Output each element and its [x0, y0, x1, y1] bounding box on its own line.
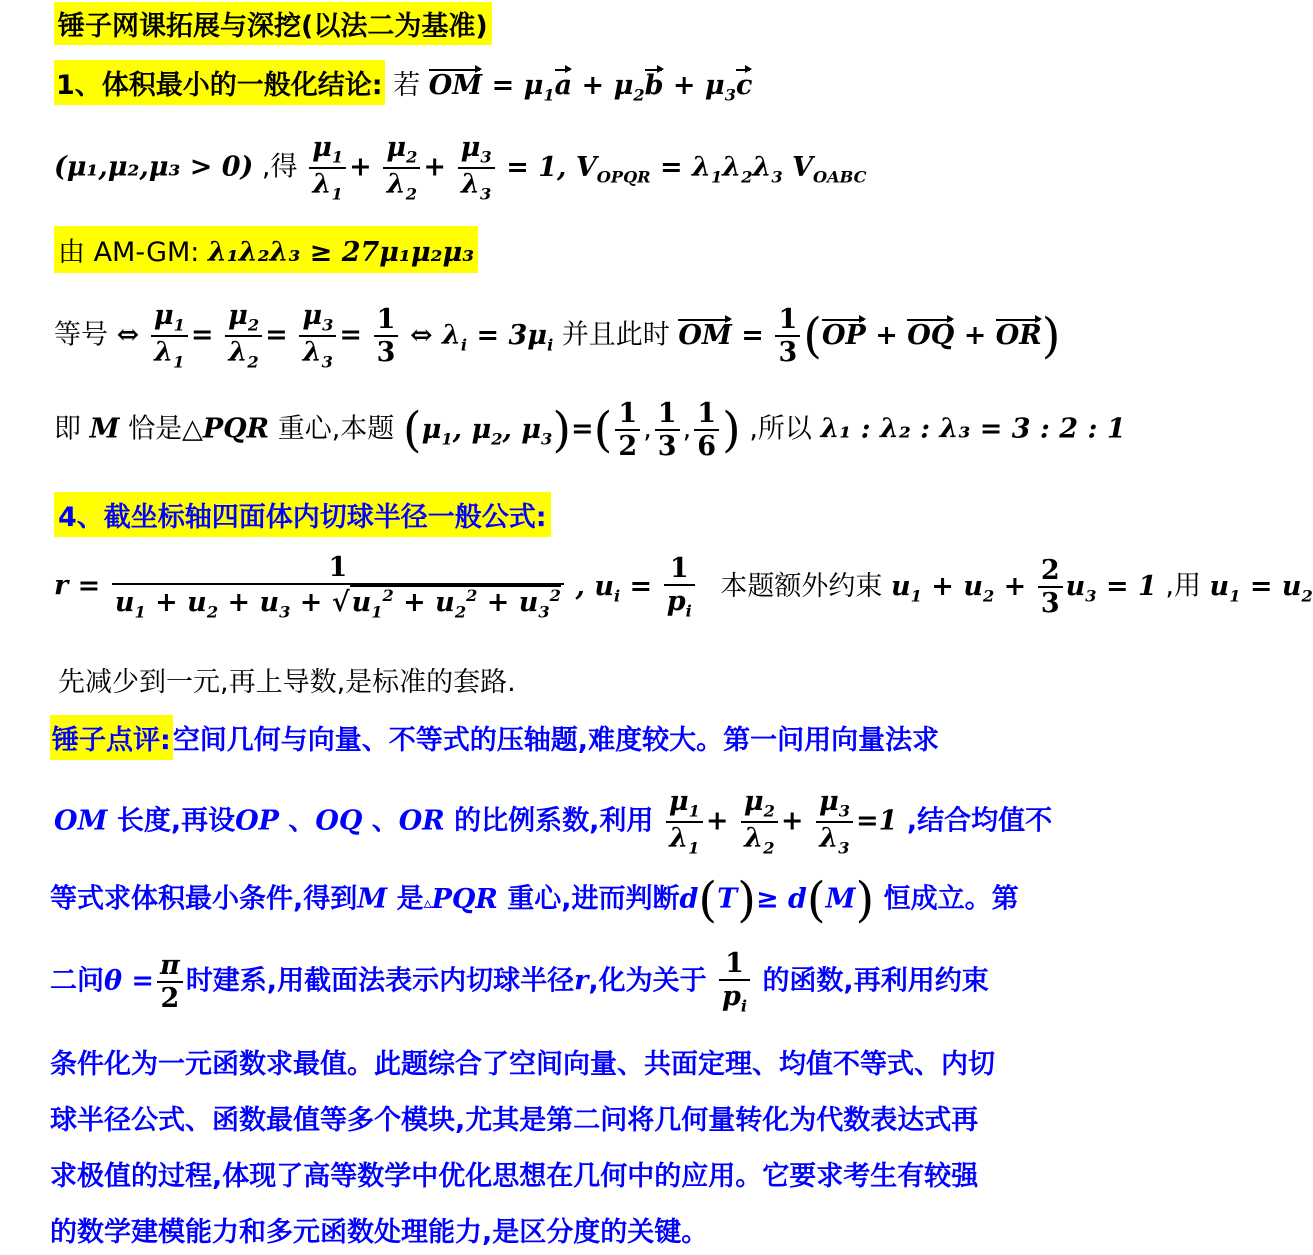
comment-row5	[50, 1042, 1080, 1081]
use-text: ,用	[1165, 570, 1201, 602]
om-frac-third: $\frac{1}{3}$	[775, 304, 800, 368]
heading-row	[54, 2, 1080, 45]
comment-l4a: 二问	[50, 965, 104, 997]
comment-l3c: 重心,进而判断	[507, 883, 680, 915]
comment-row6	[50, 1098, 1080, 1137]
ji-text: 即	[54, 413, 81, 445]
one-over-pi-frac: $\frac{1}{p_i}$	[719, 948, 750, 1016]
comment-l3d: 恒成立。第	[883, 883, 1019, 915]
comment-row1	[50, 715, 1080, 760]
comment-label: 锤子点评:	[50, 715, 173, 760]
comment-l2b2: 、	[371, 805, 399, 837]
two-thirds-frac: $\frac{2}{3}$	[1038, 555, 1063, 619]
comment-l5: 条件化为一元函数求最值。此题综合了空间向量、共面定理、均值不等式、内切	[50, 1049, 995, 1080]
comment-l7: 求极值的过程,体现了高等数学中优化思想在几何中的应用。它要求考生有较强	[50, 1161, 979, 1192]
ji-mid-text: 恰是△	[128, 413, 203, 445]
mu-condition: (μ₁,μ₂,μ₃ > 0)	[54, 151, 254, 183]
eq-frac-1: $\frac{\mu_1}{\lambda_1}$	[151, 300, 188, 372]
pi-half-frac: $\frac{\pi}{2}$	[157, 950, 183, 1014]
comment-l2c: 的比例系数,利用	[454, 805, 654, 837]
comment-l4c: ,化为关于	[588, 965, 707, 997]
eq-frac-3: $\frac{\mu_3}{\lambda_3}$	[299, 300, 336, 372]
dengh-text: 等号	[54, 319, 108, 351]
comment-l2b: 、	[288, 805, 316, 837]
r-eq: r =	[54, 570, 101, 602]
comment-l4d: 的函数,再利用约束	[762, 965, 989, 997]
comment-frac2: $\frac{\mu_2}{\lambda_2}$	[741, 786, 778, 858]
inradius-row: r = $\frac{1}{u_1 + u_2 + u_3 + √u_1^2 + u_2^2 + u_3^2}$ , $u_i$ = $\frac{1}{p_i}$ 本题额外约束 $u_1 + u_2$ + $\frac{2}{3}$ $u_3 = 1$ ,用 $u_1 = u_2$	[54, 552, 1313, 622]
frac-mu2-lambda2: $\frac{\mu_2}{\lambda_2}$	[383, 132, 420, 204]
comment-l2d: ,结合均值不	[906, 805, 1053, 837]
comment-row4: 二问θ = $\frac{\pi}{2}$ 时建系,用截面法表示内切球半径r,化为关于 $\frac{1}{p_i}$ 的函数,再利用约束	[50, 948, 989, 1016]
comment-l8: 的数学建模能力和多元函数处理能力,是区分度的关键。	[50, 1217, 709, 1248]
amgm-label: 由 AM-GM:	[58, 237, 200, 268]
sixth-frac: $\frac{1}{6}$	[694, 398, 719, 462]
de-text: ,得	[261, 151, 298, 183]
comment-l4b: 时建系,用截面法表示内切球半径	[185, 965, 575, 997]
ji-mid2-text: 重心,本题	[277, 413, 395, 445]
comment-row3: 等式求体积最小条件,得到M 是▵PQR 重心,进而判断d(T)≥ d(M) 恒成立。第	[50, 872, 1019, 928]
comment-row8	[50, 1210, 1080, 1249]
volume-relation: = 1, $V_{OPQR} = \lambda_1\lambda_2\lambda_3$ $V_{OABC}$	[506, 151, 867, 186]
ui-frac: $\frac{1}{p_i}$	[664, 553, 695, 621]
comment-row7	[50, 1154, 1080, 1193]
amgm-box	[54, 226, 478, 273]
comment-frac3: $\frac{\mu_3}{\lambda_3}$	[816, 786, 853, 858]
comment-line1: 空间几何与向量、不等式的压轴题,难度较大。第一问用向量法求	[172, 725, 940, 756]
comment-l2a: 长度,再设	[116, 805, 236, 837]
comment-l3b: 是	[396, 883, 424, 915]
om-vector-eq: OM = $\mu_1a + \mu_2b + \mu_3c$	[428, 70, 753, 105]
frac-mu3-lambda3: $\frac{\mu_3}{\lambda_3}$	[458, 132, 495, 204]
page-title: 锤子网课拓展与深挖(以法二为基准)	[54, 2, 492, 45]
om-centroid-eq: OM =	[678, 319, 764, 351]
frac-mu1-lambda1: $\frac{\mu_1}{\lambda_1}$	[309, 132, 346, 204]
half-frac: $\frac{1}{2}$	[615, 398, 640, 462]
sec1-row1	[54, 60, 1080, 105]
suoyi-text: ,所以	[749, 413, 812, 445]
sec4-label: 4、截坐标轴四面体内切球半径一般公式:	[54, 492, 551, 537]
comment-row2: OM 长度,再设OP 、OQ 、OR 的比例系数,利用 $\frac{\mu_1}{\lambda_1}$ + $\frac{\mu_2}{\lambda_2}$ + $\frac{\mu_3}{\lambda_3}$ =1 ,结合均值不	[54, 786, 1053, 858]
equality-row: 等号 ⇔ $\frac{\mu_1}{\lambda_1}$ = $\frac{\mu_2}{\lambda_2}$ = $\frac{\mu_3}{\lambda_3}$ = $\frac{1}{3}$ ⇔ $\lambda_i = 3\mu_i$ 并且此时 OM = $\frac{1}{3}$ (OP + OQ + OR)	[54, 300, 1061, 372]
ratio-expr: λ₁ : λ₂ : λ₃ = 3 : 2 : 1	[820, 413, 1126, 445]
extra-constraint-text: 本题额外约束	[720, 570, 883, 602]
inradius-frac: $\frac{1}{u_1 + u_2 + u_3 + √u_1^2 + u_2^2 + u_3^2}$	[112, 552, 564, 622]
eq-frac-2: $\frac{\mu_2}{\lambda_2}$	[225, 300, 262, 372]
sec1-label: 1、体积最小的一般化结论:	[54, 60, 385, 105]
centroid-row: 即 M 恰是△PQR 重心,本题 ($\mu_1$, $\mu_2$, $\mu_3)=$( $\frac{1}{2}$ , $\frac{1}{3}$ , $\frac{1}{6}$ ) ,所以 λ₁ : λ₂ : λ₃ = 3 : 2 : 1	[54, 398, 1126, 463]
eq-frac-third: $\frac{1}{3}$	[374, 304, 399, 368]
sec4-row	[54, 492, 1080, 537]
sec1-row2: (μ₁,μ₂,μ₃ > 0) ,得 $\frac{\mu_1}{\lambda_1}$ + $\frac{\mu_2}{\lambda_2}$ + $\frac{\mu_3}{\lambda_3}$ = 1, $V_{OPQR} = \lambda_1\lambda_2\lambda_3$ $V_{OABC}$	[54, 132, 867, 204]
third-frac: $\frac{1}{3}$	[655, 398, 680, 462]
reduce-row	[58, 660, 1080, 699]
lambda-i-eq: ⇔ $\lambda_i = 3\mu_i$	[409, 319, 554, 354]
amgm-expr: λ₁λ₂λ₃ ≥ 27μ₁μ₂μ₃	[208, 237, 475, 268]
comment-l6: 球半径公式、函数最值等多个模块,尤其是第二问将几何量转化为代数表达式再	[50, 1105, 979, 1136]
bingqie-text: 并且此时	[561, 319, 670, 351]
comment-l3a: 等式求体积最小条件,得到	[50, 883, 358, 915]
comment-frac1: $\frac{\mu_1}{\lambda_1}$	[666, 786, 703, 858]
amgm-row	[54, 226, 1080, 273]
ruo-text: 若	[393, 70, 421, 101]
reduce-text: 先减少到一元,再上导数,是标准的套路.	[58, 667, 516, 698]
